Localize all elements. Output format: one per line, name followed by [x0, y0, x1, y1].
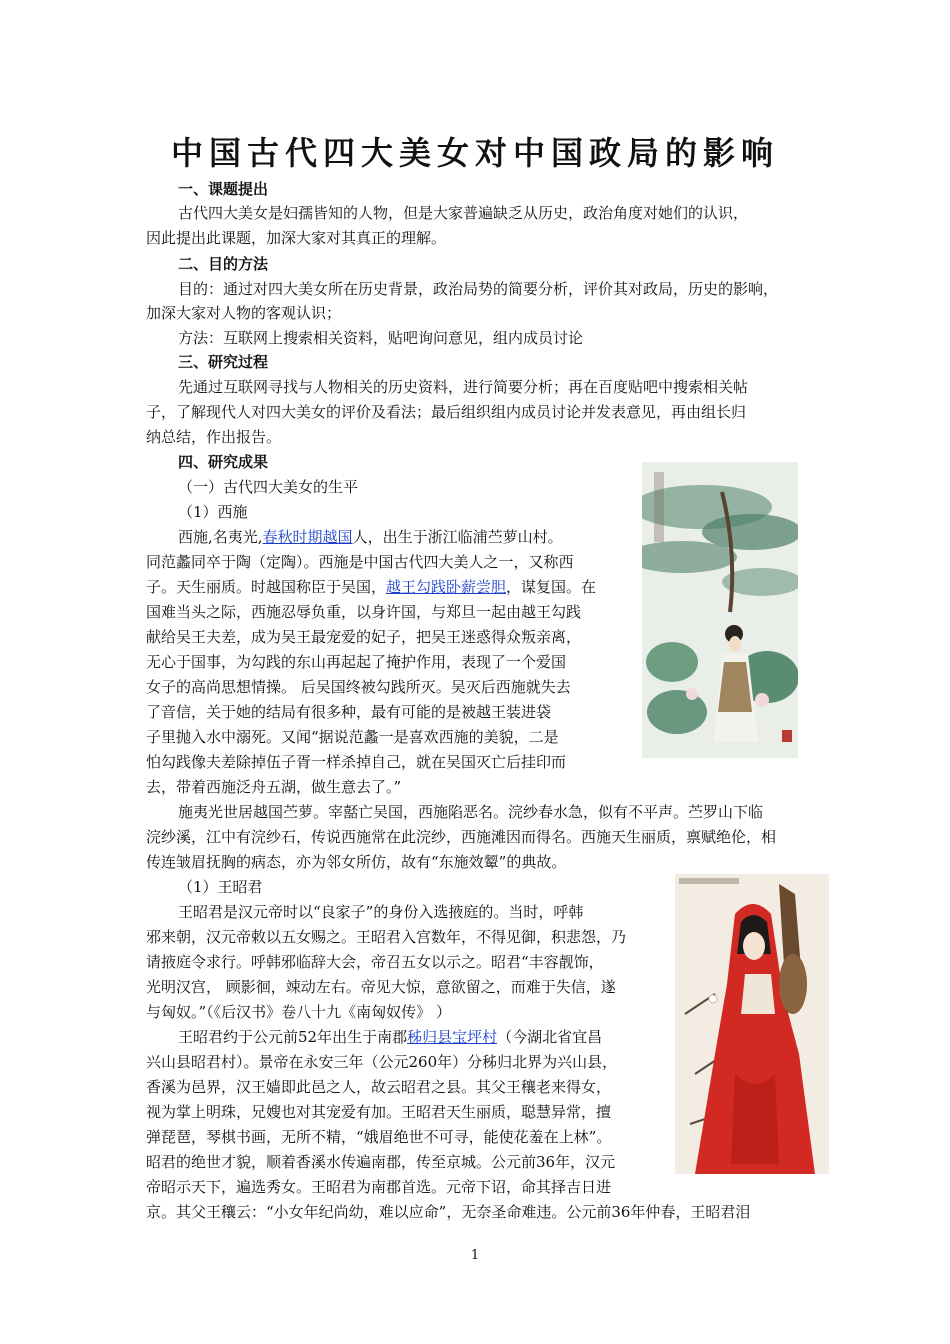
paragraph-line: 传连皱眉抚胸的病态，亦为邻女所仿，故有“东施效颦”的典故。 [146, 853, 567, 871]
paragraph-line: 目的：通过对四大美女所在历史背景，政治局势的简要分析，评价其对政局，历史的影响， [178, 280, 779, 298]
paragraph-line: 同范蠡同卒于陶（定陶）。西施是中国古代四大美人之一，又称西 [146, 553, 574, 571]
paragraph-line: 邪来朝，汉元帝敕以五女赐之。王昭君入宫数年，不得见御，积悲怨，乃 [146, 928, 627, 946]
section-heading-results: 四、研究成果 [178, 453, 269, 471]
paragraph-line: 古代四大美女是妇孺皆知的人物，但是大家普遍缺乏从历史，政治角度对她们的认识， [178, 204, 749, 222]
page-title: 中国古代四大美女对中国政局的影响 [170, 134, 779, 172]
text-span: 王昭君约于公元前52年出生于南郡 [178, 1028, 408, 1046]
paragraph-line: 加深大家对人物的客观认识； [146, 304, 342, 322]
paragraph-line: 香溪为邑界，汉王嫱即此邑之人，故云昭君之县。其父王穰老来得女， [146, 1078, 612, 1096]
paragraph-line [178, 524, 563, 550]
wangzhaojun-painting-svg [675, 874, 829, 1174]
paragraph-line: 无心于国事，为勾践的东山再起起了掩护作用，表现了一个爱国 [146, 653, 567, 671]
xishi-painting-svg [642, 462, 798, 758]
paragraph-line: 光明汉宫， 顾影徊，竦动左右。帝见大惊，意欲留之，而难于失信，遂 [146, 978, 616, 996]
text-span: 人，出生于浙江临浦苎萝山村。 [352, 528, 563, 546]
paragraph-line: 先通过互联网寻找与人物相关的历史资料，进行简要分析；再在百度贴吧中搜索相关帖 [178, 378, 749, 396]
xishi-painting-image [642, 462, 798, 758]
paragraph-line: 子，了解现代人对四大美女的评价及看法；最后组织组内成员讨论并发表意见，再由组长归 [146, 403, 747, 421]
paragraph-line: 国难当头之际，西施忍辱负重，以身许国，与郑旦一起由越王勾践 [146, 603, 582, 621]
paragraph-line [178, 1024, 602, 1050]
paragraph-line: 兴山县昭君村）。景帝在永安三年（公元260年）分秭归北界为兴山县， [146, 1053, 618, 1071]
link-yue-kingdom[interactable]: 春秋时期越国 [262, 528, 353, 546]
paragraph-line: 子里抛入水中溺死。又闻“据说范蠡一是喜欢西施的美貌，二是 [146, 728, 559, 746]
paragraph-line: 京。其父王穰云：“小女年纪尚幼，难以应命”，无奈圣命难违。公元前36年仲春，王昭君泪 [146, 1203, 751, 1221]
paragraph-line: 怕勾践像夫差除掉伍子胥一样杀掉自己，就在吴国灭亡后挂印而 [146, 753, 567, 771]
subsection-heading-xishi: （1）西施 [178, 503, 248, 521]
paragraph-line: 弹琵琶，琴棋书画，无所不精，“娥眉绝世不可寻，能使花羞在上林”。 [146, 1128, 612, 1146]
wangzhaojun-painting-image [675, 874, 829, 1174]
paragraph-line: 与匈奴。”（《后汉书》卷八十九《南匈奴传》 ） [146, 1003, 451, 1021]
subsection-heading-wangzhaojun: （1）王昭君 [178, 878, 263, 896]
paragraph-line: 帝昭示天下，遍选秀女。王昭君为南郡首选。元帝下诏，命其择吉日进 [146, 1178, 612, 1196]
text-span: （今湖北省宜昌 [497, 1028, 603, 1046]
section-heading-process: 三、研究过程 [178, 353, 269, 371]
paragraph-line: 施夷光世居越国苎萝。宰嚭亡吴国，西施陷恶名。浣纱春水急，似有不平声。苎罗山下临 [178, 803, 764, 821]
section-heading-method: 二、目的方法 [178, 255, 269, 273]
paragraph-line: 视为掌上明珠，兄嫂也对其宠爱有加。王昭君天生丽质，聪慧异常，擅 [146, 1103, 612, 1121]
page-number: 1 [470, 1248, 480, 1263]
paragraph-line: 纳总结，作出报告。 [146, 428, 282, 446]
paragraph-line: 方法：互联网上搜索相关资料，贴吧询问意见，组内成员讨论 [178, 329, 584, 347]
paragraph-line: 了音信，关于她的结局有很多种，最有可能的是被越王装进袋 [146, 703, 552, 721]
link-zigui-baoping[interactable]: 秭归县宝坪村 [407, 1028, 498, 1046]
link-goujian[interactable]: 越王勾践卧薪尝胆 [386, 578, 507, 596]
paragraph-line: 王昭君是汉元帝时以“良家子”的身份入选掖庭的。当时，呼韩 [178, 903, 584, 921]
paragraph-line: 献给吴王夫差，成为吴王最宠爱的妃子，把吴王迷惑得众叛亲离， [146, 628, 582, 646]
text-span: 西施,名夷光, [178, 528, 263, 546]
section-heading-proposal: 一、课题提出 [178, 180, 269, 198]
subsection-heading: （一）古代四大美女的生平 [178, 478, 359, 496]
paragraph-line: 昭君的绝世才貌，顺着香溪水传遍南郡，传至京城。公元前36年，汉元 [146, 1153, 616, 1171]
paragraph-line: 浣纱溪，江中有浣纱石，传说西施常在此浣纱，西施滩因而得名。西施天生丽质，禀赋绝伦，相 [146, 828, 777, 846]
paragraph-line [146, 574, 596, 600]
paragraph-line: 去，带着西施泛舟五湖，做生意去了。” [146, 778, 402, 796]
paragraph-line: 请掖庭令求行。呼韩邪临辞大会，帝召五女以示之。昭君“丰容靓饰， [146, 953, 604, 971]
text-span: 子。天生丽质。时越国称臣于吴国， [146, 578, 387, 596]
paragraph-line: 女子的高尚思想情操。 后吴国终被勾践所灭。吴灭后西施就失去 [146, 678, 571, 696]
paragraph-line: 因此提出此课题，加深大家对其真正的理解。 [146, 229, 447, 247]
text-span: ，谋复国。在 [506, 578, 597, 596]
